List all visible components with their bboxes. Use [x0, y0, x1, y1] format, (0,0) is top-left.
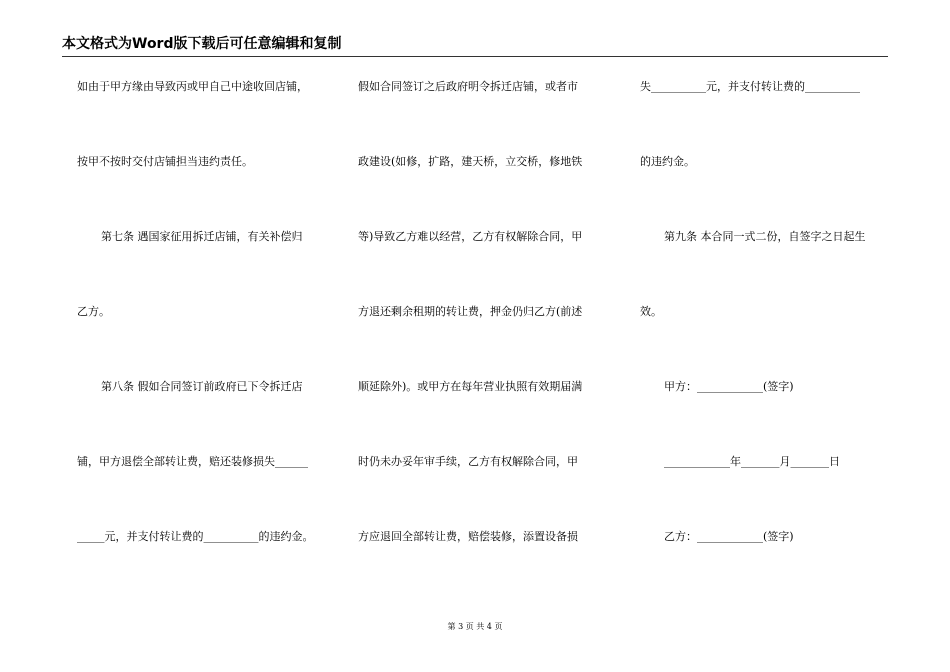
article-7-line: 第七条 遇国家征用拆迁店铺，有关补偿归 — [101, 230, 303, 243]
paragraph-line: 方退还剩余租期的转让费，押金仍归乙方(前述 — [358, 305, 583, 318]
paragraph-line: _____元，并支付转让费的__________的违约金。 — [77, 530, 314, 543]
document-header — [62, 34, 888, 57]
article-9-line: 第九条 本合同一式二份，自签字之日起生 — [664, 230, 866, 243]
paragraph-line: 时仍未办妥年审手续，乙方有权解除合同，甲 — [358, 455, 578, 468]
header-title: 本文格式为Word版下载后可任意编辑和复制 — [62, 36, 342, 52]
paragraph-line: 失__________元，并支付转让费的__________ — [640, 80, 860, 93]
paragraph-line: 假如合同签订之后政府明令拆迁店铺，或者市 — [358, 80, 578, 93]
article-8-line: 第八条 假如合同签订前政府已下令拆迁店 — [101, 380, 303, 393]
paragraph-line: 政建设(如修，扩路，建天桥，立交桥，修地铁 — [358, 155, 583, 168]
paragraph-line: 如由于甲方缘由导致丙或甲自己中途收回店铺， — [77, 80, 308, 93]
paragraph-line: 的违约金。 — [640, 155, 695, 168]
paragraph-line: 顺延除外)。或甲方在每年营业执照有效期届满 — [358, 380, 583, 393]
paragraph-line: 方应退回全部转让费，赔偿装修，添置设备损 — [358, 530, 578, 543]
page-number: 第 3 页 共 4 页 — [447, 622, 503, 631]
paragraph-line: 乙方。 — [77, 305, 110, 318]
party-b-signature-line: 乙方：____________(签字) — [664, 530, 794, 543]
paragraph-line: 等)导致乙方难以经营，乙方有权解除合同，甲 — [358, 230, 583, 243]
date-line: ____________年_______月_______日 — [664, 455, 840, 468]
party-a-signature-line: 甲方：____________(签字) — [664, 380, 794, 393]
paragraph-line: 铺，甲方退偿全部转让费，赔还装修损失______ — [77, 455, 308, 468]
paragraph-line: 按甲不按时交付店铺担当违约责任。 — [77, 155, 253, 168]
paragraph-line: 效。 — [640, 305, 662, 318]
